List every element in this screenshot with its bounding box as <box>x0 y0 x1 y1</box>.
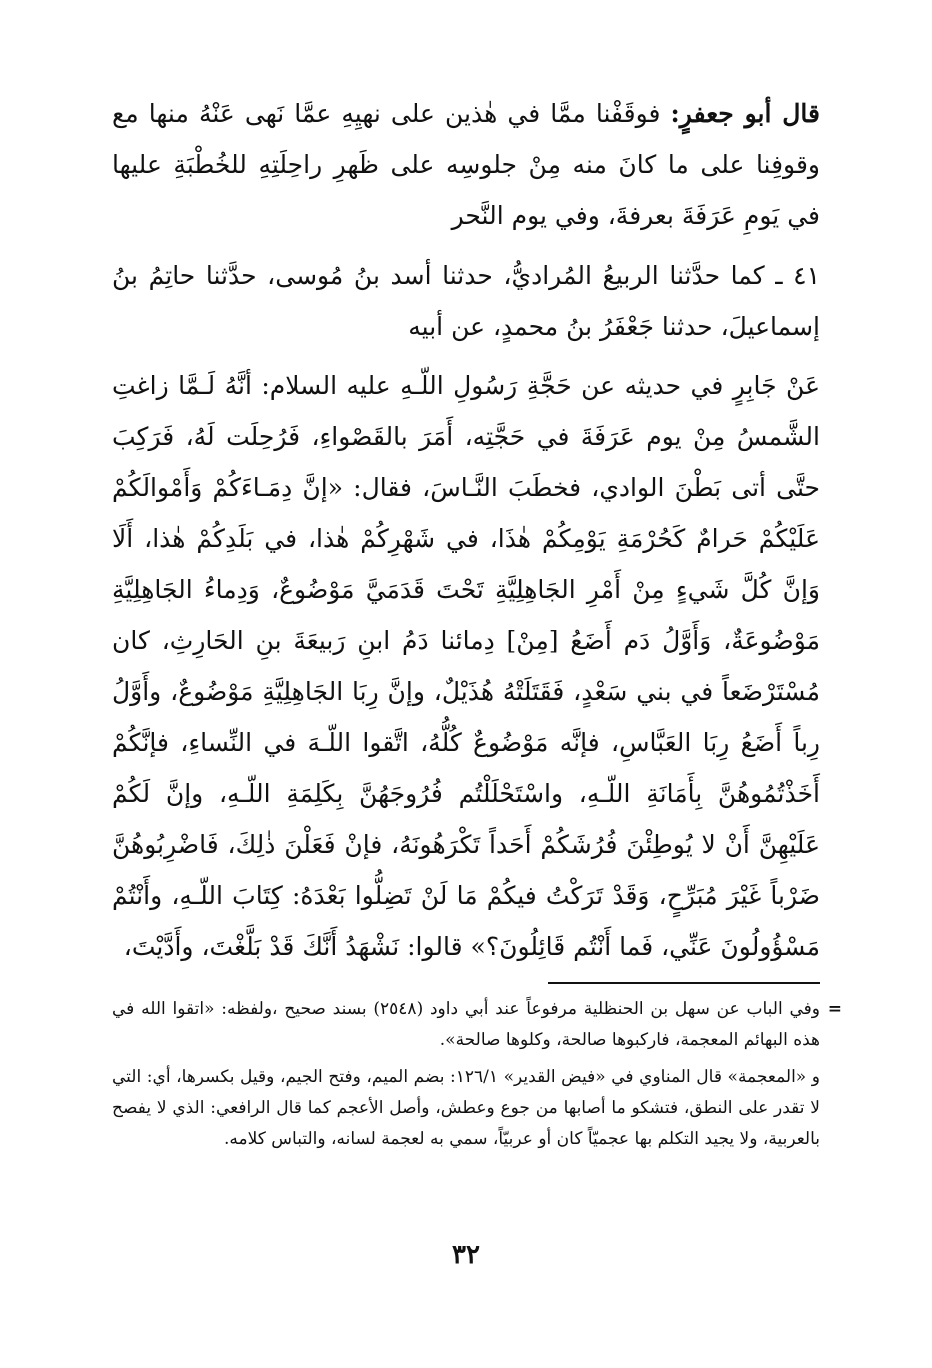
footnote-divider <box>548 982 820 984</box>
hadith-number: ٤١ ـ <box>775 261 820 290</box>
paragraph-body: كما حدَّثنا الربيعُ المُراديُّ، حدثنا أسد بنُ مُوسى، حدَّثنا حاتِمُ بنُ إسماعيلَ، حدثنا جَعْفَرُ بنُ محمدٍ، عن أبيه <box>112 261 820 341</box>
paragraph-body: فوقَفْنا ممَّا في هٰذين على نهيِهِ عمَّا نَهى عَنْهُ منها مع وقوفِنا على ما كانَ منه مِنْ جلوسِه على ظَهرِ راحِلَتِهِ للخُطْبَةِ عليها في يَومِ عَرَفَةَ بعرفةَ، وفي يوم النَّحر <box>112 99 820 230</box>
paragraph-text <box>112 250 820 352</box>
paragraph-commentary <box>112 88 820 241</box>
author-lead: قال أبو جعفرٍ: <box>670 99 820 128</box>
paragraph-isnad <box>112 250 820 352</box>
paragraph-hadith-text <box>112 360 820 972</box>
footnote-text: وفي الباب عن سهل بن الحنظلية مرفوعاً عند أبي داود (٢٥٤٨) بسند صحيح ،ولفظه: «اتقوا الله في هذه البهائم المعجمة، فاركبوها صالحة، وكلوها صالحة». <box>112 999 820 1050</box>
paragraph-text <box>112 88 820 241</box>
footnote <box>112 994 842 1056</box>
paragraph-body: عَنْ جَابِرٍ في حديثه عن حَجَّةِ رَسُولِ اللّـهِ عليه السلام: أنَّهُ لَـمَّا زاغتِ الشَّمسُ مِنْ يوم عَرَفَةَ في حَجَّتِه، أَمَرَ بالقَصْواءِ، فَرُحِلَت لَهُ، فَرَكِبَ حتَّى أتى بَطْنَ الوادي، فخطَبَ النَّـاسَ، فقال: «إنَّ دِمَـاءَكُمْ وَأَمْوالَكُمْ عَلَيْكُمْ حَرامٌ كَحُرْمَةِ يَوْمِكُمْ هٰذَا، في شَهْرِكُمْ هٰذا، في بَلَدِكُمْ هٰذا، أَلَا وَإنَّ كُلَّ شَيءٍ مِنْ أَمْرِ الجَاهِلِيَّةِ تَحْتَ قَدَمَيَّ مَوْضُوعٌ، وَدِماءُ الجَاهِلِيَّةِ مَوْضُوعَةٌ، وَأَوَّلُ دَم أَضَعُ [مِنْ] دِمائنا دَمُ ابنِ رَبيعَةَ بنِ الحَارِثِ، كان مُسْتَرْضَعاً في بني سَعْدٍ، فَقَتَلَتْهُ هُذَيْلٌ، وإنَّ رِبَا الجَاهِلِيَّةِ مَوْضُوعٌ، وأَوَّلُ رِباً أَضَعُ رِبَا العَبَّاسِ، فإنَّه مَوْضُوعٌ كُلُّهُ، اتَّقوا اللّـهَ في النِّساءِ، فإنَّكُمْ أَخَذْتُمُوهُنَّ بِأَمَانَةِ اللّـهِ، واسْتَحْلَلْتُم فُرُوجَهُنَّ بِكَلِمَةِ اللّـهِ، وإنَّ لَكُمْ عَلَيْهِنَّ أَنْ لا يُوطِئْنَ فُرُشَكُمْ أَحَداً تَكْرَهُونَهُ، فإنْ فَعَلْنَ ذٰلِكَ، فَاضْرِبُوهُنَّ ضَرْباً غَيْرَ مُبَرِّحٍ، وَقَدْ تَرَكْتُ فيكُمْ مَا لَنْ تَضِلُّوا بَعْدَهُ: كِتَابَ اللّـهِ، وأَنْتُمْ مَسْؤُولُونَ عَنِّي، فَما أَنْتُم قَائِلُونَ؟» قالوا: نَشْهَدُ أَنَّكَ قَدْ بَلَّغْتَ، وأَدَّيْتَ، <box>112 371 820 961</box>
footnote-continuation-mark: = <box>827 999 842 1019</box>
footnote-text: و «المعجمة» قال المناوي في «فيض القدير» ١٢٦/١: بضم الميم، وفتح الجيم، وقيل بكسرها، أي: التي لا تقدر على النطق، فتشكو ما أصابها من جوع وعطش، وأصل الأعجم كما قال الرافعي: الذي لا يفصح بالعربية، ولا يجيد التكلم بها عجميّاً كان أو عربيّاً، سمي به لعجمة لسانه، والتباس كلامه. <box>112 1067 820 1149</box>
footnote <box>112 1062 820 1155</box>
page-number: ٣٢ <box>452 1240 480 1270</box>
footnotes-section <box>112 994 842 1161</box>
